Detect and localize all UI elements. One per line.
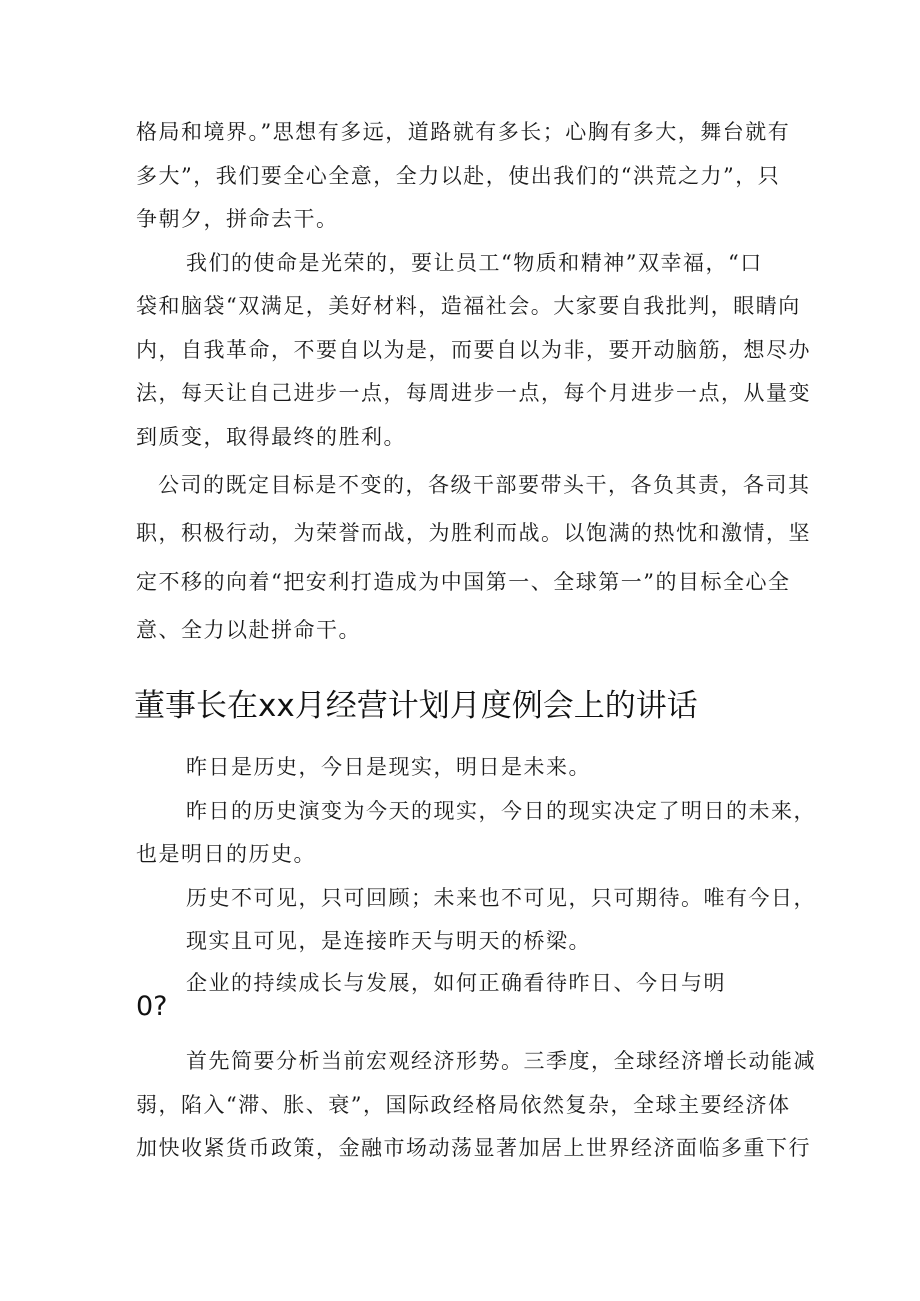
speech-line: 历史不可见，只可回顾；未来也不可见，只可期待。唯有今日，	[186, 886, 816, 910]
paragraph-line: 内，自我革命，不要自以为是，而要自以为非，要开动脑筋，想尽办	[136, 338, 811, 362]
paragraph-line: 法，每天让自己进步一点，每周进步一点，每个月进步一点，从量变	[136, 381, 811, 405]
paragraph-line: 定不移的向着“把安利打造成为中国第一、全球第一”的目标全心全	[136, 570, 791, 594]
text-fragment: 0?	[136, 991, 168, 1022]
speech-line: 也是明日的历史。	[136, 842, 316, 866]
speech-line: 昨日的历史演变为今天的现实，今日的现实决定了明日的未来，	[186, 799, 816, 823]
paragraph-line: 首先简要分析当前宏观经济形势。三季度，全球经济增长动能减	[186, 1049, 816, 1073]
speech-line: 现实且可见，是连接昨天与明天的桥梁。	[186, 929, 591, 953]
paragraph-line: 加快收紧货币政策，金融市场动荡显著加居上世界经济面临多重下行	[136, 1136, 811, 1160]
paragraph-line: 公司的既定目标是不变的，各级干部要带头干，各负其责，各司其	[158, 473, 811, 497]
paragraph-line: 争朝夕，拼命去干。	[136, 207, 339, 231]
paragraph-line: 格局和境界。”思想有多远，道路就有多长；心胸有多大，舞台就有	[136, 120, 791, 144]
speech-line: 企业的持续成长与发展，如何正确看待昨日、今日与明	[186, 971, 726, 995]
paragraph-line: 意、全力以赴拼命干。	[136, 618, 361, 642]
paragraph-line: 弱，陷入“滞、胀、衰”，国际政经格局依然复杂，全球主要经济体	[136, 1093, 791, 1117]
speech-line: 昨日是历史，今日是现实，明日是未来。	[186, 755, 591, 779]
paragraph-line: 我们的使命是光荣的，要让员工“物质和精神”双幸福，“口	[186, 251, 763, 275]
paragraph-line: 到质变，取得最终的胜利。	[136, 425, 406, 449]
paragraph-line: 多大”，我们要全心全意，全力以赴，使出我们的“洪荒之力”，只	[136, 164, 781, 188]
paragraph-line: 职，积极行动，为荣誉而战，为胜利而战。以饱满的热忱和激情，坚	[136, 521, 811, 545]
paragraph-line: 袋和脑袋“双满足，美好材料，造福社会。大家要自我批判，眼睛向	[136, 294, 801, 318]
speech-heading: 董事长在xx月经营计划月度例会上的讲话	[134, 688, 698, 724]
